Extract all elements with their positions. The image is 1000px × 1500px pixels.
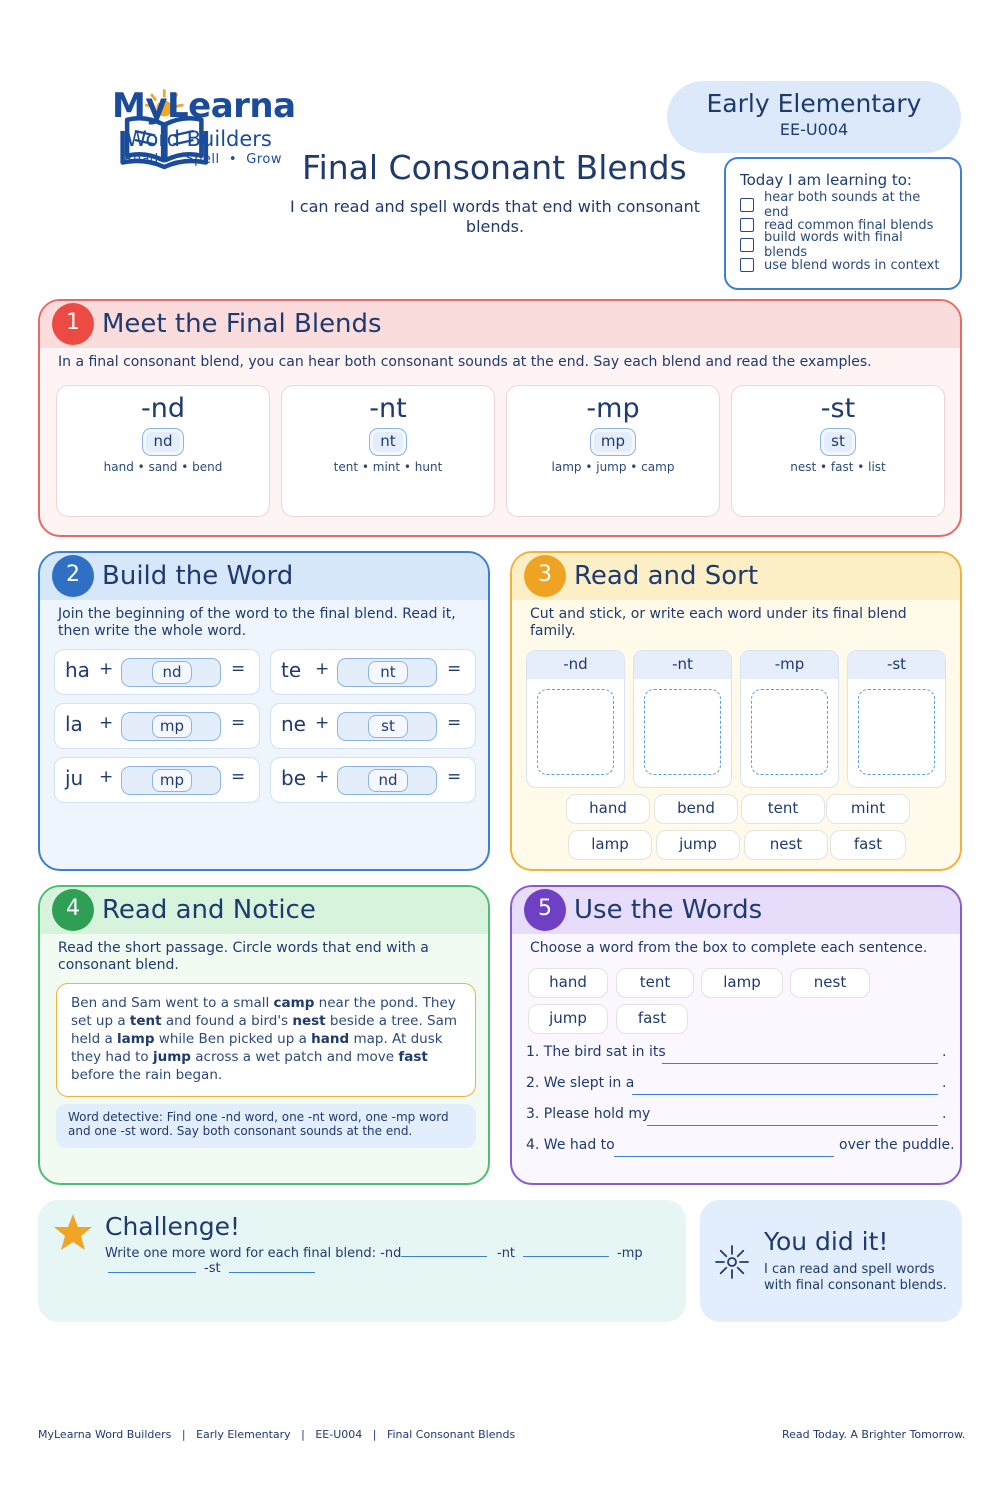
answer-blank[interactable] (632, 1094, 938, 1095)
answer-blank[interactable] (614, 1156, 834, 1157)
section-number: 3 (524, 555, 566, 597)
blend-label: -st (820, 393, 856, 424)
sentence-3: 3. Please hold my (526, 1106, 651, 1122)
blend-word[interactable]: nest (292, 1013, 326, 1029)
goal-label: hear both sounds at the end (764, 190, 921, 220)
word-card[interactable]: bend (654, 794, 738, 824)
word-start: la (65, 712, 83, 736)
plus-sign: + (99, 767, 114, 787)
goal-label: build words with final blends (764, 230, 903, 260)
blend-card-st (731, 385, 945, 517)
word-card[interactable]: nest (744, 830, 828, 860)
goal-label: use blend words in context (764, 257, 940, 273)
sort-column-header: -mp (741, 651, 838, 679)
section-read-and-notice (38, 885, 490, 1185)
word-bank-chip[interactable]: lamp (701, 968, 783, 998)
sentence-2: 2. We slept in a (526, 1075, 635, 1091)
completion-text: I can read and spell words with final consonant blends. (764, 1262, 947, 1293)
learning-goals (724, 157, 962, 290)
word-start: be (281, 766, 306, 790)
equals-sign: = (447, 713, 462, 733)
equals-sign: = (231, 767, 246, 787)
brand-name: MyLearna (112, 86, 296, 126)
blend-tile: nt (369, 428, 406, 456)
section-number: 1 (52, 303, 94, 345)
section-title: Read and Notice (102, 895, 316, 925)
level-code: EE-U004 (779, 120, 849, 139)
completion-title: You did it! (764, 1227, 889, 1256)
section-build-the-word (38, 551, 490, 871)
sentence-1: 1. The bird sat in its (526, 1044, 666, 1060)
word-bank-chip[interactable]: hand (528, 968, 608, 998)
section-instruction: Choose a word from the box to complete each sentence. (530, 940, 928, 956)
checkbox-icon[interactable] (740, 218, 754, 232)
blend-label: -mp (586, 393, 640, 424)
blend-tile: nd (142, 428, 183, 456)
goal-item[interactable] (740, 230, 946, 260)
sun-burst-icon (714, 1244, 750, 1280)
word-card[interactable]: tent (741, 794, 825, 824)
blend-word[interactable]: jump (152, 1049, 191, 1065)
build-word-row[interactable] (270, 649, 476, 695)
challenge-label-st: -st (204, 1261, 221, 1276)
page-subtitle: I can read and spell words that end with consonant blends. (289, 197, 701, 236)
blend-examples: lamp • jump • camp (551, 460, 675, 474)
star-icon (52, 1212, 94, 1252)
section-instruction: In a final consonant blend, you can hear both consonant sounds at the end. Say each blend and read the examples. (58, 354, 872, 370)
word-card[interactable]: lamp (568, 830, 652, 860)
challenge-blank-nd[interactable] (401, 1256, 487, 1257)
sort-column-st (847, 650, 946, 788)
build-word-row[interactable] (270, 757, 476, 803)
section-title: Build the Word (102, 561, 294, 591)
sort-column-header: -nt (634, 651, 731, 679)
blend-tile: nd (152, 661, 192, 684)
passage-text: map. At dusk they had to (71, 1031, 443, 1065)
blend-tile: st (368, 715, 408, 738)
blend-tile: nt (368, 661, 408, 684)
build-word-row[interactable] (54, 757, 260, 803)
drop-zone[interactable] (751, 689, 828, 775)
blend-word[interactable]: lamp (117, 1031, 155, 1047)
checkbox-icon[interactable] (740, 258, 754, 272)
blend-slot (337, 712, 437, 741)
blend-examples: nest • fast • list (790, 460, 886, 474)
blend-slot (121, 766, 221, 795)
sort-column-header: -st (848, 651, 945, 679)
blend-card-nt (281, 385, 495, 517)
answer-blank[interactable] (662, 1063, 938, 1064)
blend-label: -nd (141, 393, 185, 424)
equals-sign: = (447, 767, 462, 787)
footer-slogan: Read Today. A Brighter Tomorrow. (782, 1428, 966, 1441)
sentence-4: 4. We had to (526, 1137, 615, 1153)
passage-text: before the rain began. (71, 1067, 223, 1083)
word-start: ha (65, 658, 90, 682)
plus-sign: + (99, 659, 114, 679)
passage-text: near the pond. They set up a (71, 995, 456, 1029)
blend-slot (121, 658, 221, 687)
sort-column-mp (740, 650, 839, 788)
section-instruction: Cut and stick, or write each word under its final blend family. (530, 606, 907, 639)
section-header (512, 553, 960, 600)
reading-passage (56, 983, 476, 1097)
passage-text: beside a tree. Sam held a (71, 1013, 458, 1047)
sentence-end: . (942, 1106, 947, 1122)
plus-sign: + (315, 659, 330, 679)
section-header (40, 301, 960, 348)
passage-text: while Ben picked up a (154, 1031, 312, 1047)
blend-word[interactable]: tent (129, 1013, 162, 1029)
word-card[interactable]: hand (566, 794, 650, 824)
blend-examples: hand • sand • bend (103, 460, 223, 474)
section-instruction: Join the beginning of the word to the final blend. Read it, then write the whole word. (58, 606, 456, 639)
word-bank-chip[interactable]: fast (616, 1004, 688, 1034)
blend-label: -nt (369, 393, 407, 424)
blend-card-nd (56, 385, 270, 517)
equals-sign: = (231, 659, 246, 679)
word-card[interactable]: fast (830, 830, 906, 860)
blend-examples: tent • mint • hunt (333, 460, 443, 474)
build-word-row[interactable] (270, 703, 476, 749)
checkbox-icon[interactable] (740, 198, 754, 212)
passage-text: across a wet patch and move (190, 1049, 399, 1065)
goal-item[interactable] (740, 190, 946, 220)
blend-slot (337, 766, 437, 795)
challenge-blank-mp[interactable] (108, 1272, 196, 1273)
blend-tile: mp (590, 428, 636, 456)
word-start: ju (65, 766, 84, 790)
answer-blank[interactable] (647, 1125, 938, 1126)
brand-subtitle: Word Builders (126, 127, 272, 151)
blend-word[interactable]: camp (273, 995, 315, 1011)
blend-tile: mp (152, 715, 192, 738)
sort-column-header: -nd (527, 651, 624, 679)
word-bank-chip[interactable]: tent (616, 968, 694, 998)
section-read-and-sort (510, 551, 962, 871)
build-word-row[interactable] (54, 649, 260, 695)
sort-column-nt (633, 650, 732, 788)
section-header (512, 887, 960, 934)
goal-label: read common final blends (764, 217, 934, 233)
sentence-end: over the puddle. (839, 1137, 955, 1153)
equals-sign: = (447, 659, 462, 679)
checkbox-icon[interactable] (740, 238, 754, 252)
passage-text: and found a bird's (161, 1013, 293, 1029)
blend-slot (121, 712, 221, 741)
drop-zone[interactable] (644, 689, 721, 775)
word-bank-chip[interactable]: jump (528, 1004, 608, 1034)
section-number: 5 (524, 889, 566, 931)
sentence-end: . (942, 1075, 947, 1091)
section-meet-final-blends (38, 299, 962, 537)
level-title: Early Elementary (706, 89, 922, 118)
build-word-row[interactable] (54, 703, 260, 749)
sort-column-nd (526, 650, 625, 788)
blend-slot (337, 658, 437, 687)
word-start: ne (281, 712, 306, 736)
blend-word[interactable]: fast (398, 1049, 428, 1065)
plus-sign: + (315, 713, 330, 733)
challenge-title: Challenge! (105, 1212, 241, 1241)
goal-item[interactable] (740, 255, 946, 275)
passage-text: Ben and Sam went to a small (71, 995, 274, 1011)
page-title: Final Consonant Blends (302, 148, 687, 187)
section-header (40, 553, 488, 600)
drop-zone[interactable] (858, 689, 935, 775)
challenge-label-nt: -nt (497, 1246, 516, 1261)
drop-zone[interactable] (537, 689, 614, 775)
section-title: Use the Words (574, 895, 763, 925)
section-title: Meet the Final Blends (102, 309, 382, 339)
word-card[interactable]: jump (656, 830, 740, 860)
blend-card-mp (506, 385, 720, 517)
blend-tile: st (820, 428, 856, 456)
word-detective-tip: Word detective: Find one -nd word, one -nt word, one -mp word and one -st word. Say both consonant sounds at the end. (56, 1104, 476, 1148)
word-start: te (281, 658, 302, 682)
challenge-prompt: Write one more word for each final blend: -nd (105, 1246, 402, 1261)
footer-info: MyLearna Word Builders | Early Elementary | EE-U004 | Final Consonant Blends (38, 1428, 516, 1441)
section-number: 4 (52, 889, 94, 931)
blend-tile: mp (152, 769, 192, 792)
section-instruction: Read the short passage. Circle words that end with a consonant blend. (58, 940, 429, 973)
level-badge (667, 81, 961, 153)
plus-sign: + (315, 767, 330, 787)
challenge-label-mp: -mp (617, 1246, 643, 1261)
sentence-end: . (942, 1044, 947, 1060)
challenge-blank-nt[interactable] (523, 1256, 609, 1257)
word-card[interactable]: mint (826, 794, 910, 824)
plus-sign: + (99, 713, 114, 733)
brand-tagline: Read • Spell • Grow (124, 152, 283, 167)
equals-sign: = (231, 713, 246, 733)
section-number: 2 (52, 555, 94, 597)
section-header (40, 887, 488, 934)
blend-tile: nd (368, 769, 408, 792)
section-use-the-words (510, 885, 962, 1185)
word-bank-chip[interactable]: nest (790, 968, 870, 998)
challenge-blank-st[interactable] (229, 1272, 315, 1273)
blend-word[interactable]: hand (311, 1031, 350, 1047)
section-title: Read and Sort (574, 561, 759, 591)
goals-title: Today I am learning to: (740, 171, 912, 189)
